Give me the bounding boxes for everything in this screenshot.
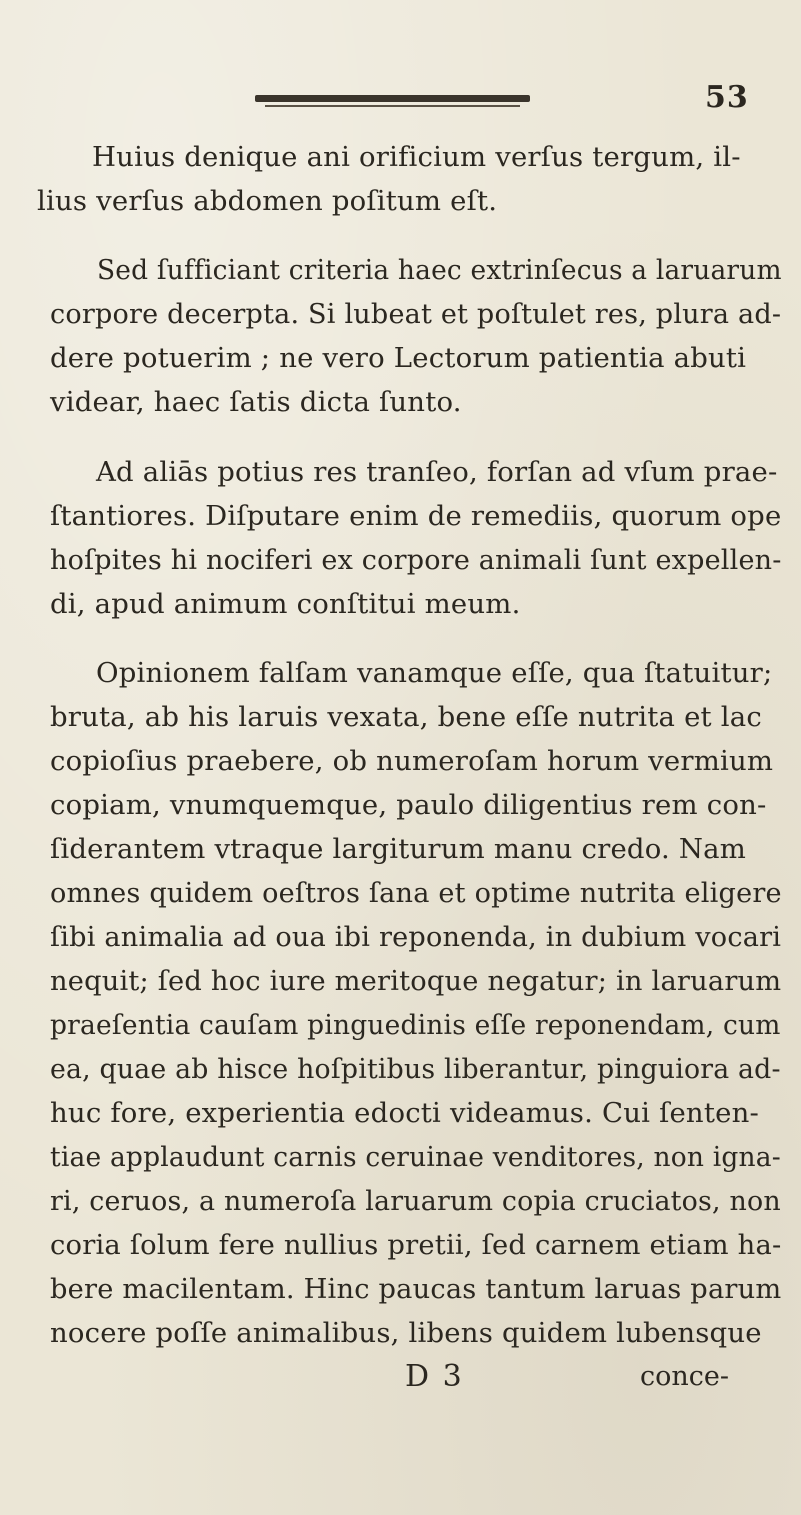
text-line: Ad aliās potius res tranſeo, forſan ad vſum prae- (96, 456, 778, 488)
text-line: copiam, vnumquemque, paulo diligentius rem con- (50, 789, 767, 821)
text-line: dere potuerim ; ne vero Lectorum patientia abuti (50, 342, 747, 374)
catchword: conce- (640, 1361, 729, 1392)
text-line: huc fore, experientia edocti videamus. Cui ſenten- (50, 1097, 759, 1129)
text-line: corpore decerpta. Si lubeat et poſtulet res, plura ad- (50, 298, 782, 330)
text-line: hoſpites hi nociferi ex corpore animali ſunt expellen- (50, 544, 782, 576)
text-line: Sed ſufficiant criteria haec extrinſecus a laruarum (97, 254, 782, 286)
text-line: coria ſolum fere nullius pretii, ſed carnem etiam ha- (50, 1229, 782, 1261)
text-line: omnes quidem oeſtros ſana et optime nutrita eligere (50, 877, 782, 909)
text-line: lius verſus abdomen poſitum eſt. (37, 185, 498, 217)
text-line: nequit; ſed hoc iure meritoque negatur; in laruarum (50, 965, 782, 997)
signature-mark: D 3 (405, 1359, 464, 1394)
text-line: ſtantiores. Diſputare enim de remediis, quorum ope (50, 500, 782, 532)
text-line: videar, haec ſatis dicta ſunto. (50, 386, 462, 418)
text-line: ri, ceruos, a numeroſa laruarum copia cruciatos, non (50, 1185, 781, 1217)
text-line: praeſentia cauſam pinguedinis eſſe reponendam, cum (50, 1009, 781, 1041)
text-line: Opinionem falſam vanamque eſſe, qua ſtatuitur; (96, 657, 773, 689)
text-line: Huius denique ani orificium verſus tergum, il- (92, 141, 741, 173)
text-line: ſiderantem vtraque largiturum manu credo. Nam (50, 833, 747, 865)
text-line: bere macilentam. Hinc paucas tantum laruas parum (50, 1273, 782, 1305)
text-line: bruta, ab his laruis vexata, bene eſſe nutrita et lac (50, 701, 762, 733)
text-line: di, apud animum conſtitui meum. (50, 588, 521, 620)
text-line: nocere poſſe animalibus, libens quidem lubensque (50, 1317, 762, 1349)
text-line: copioſius praebere, ob numeroſam horum vermium (50, 745, 774, 777)
text-line: tiae applaudunt carnis ceruinae venditores, non igna- (50, 1141, 781, 1173)
text-line: ea, quae ab hisce hoſpitibus liberantur, pinguiora ad- (50, 1053, 781, 1085)
text-line: ſibi animalia ad oua ibi reponenda, in dubium vocari (50, 921, 782, 953)
page-number: 53 (705, 80, 749, 115)
